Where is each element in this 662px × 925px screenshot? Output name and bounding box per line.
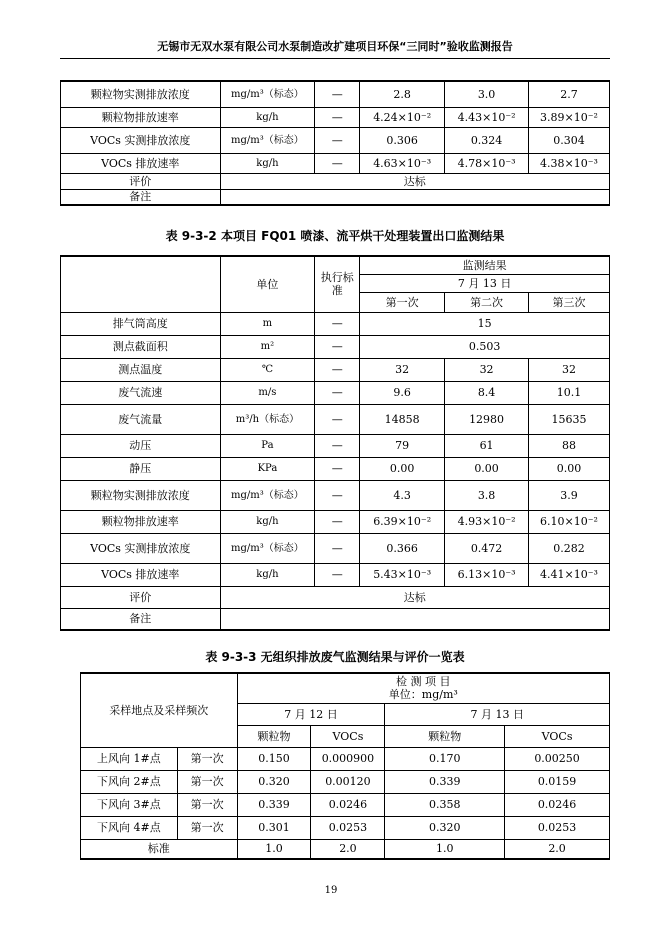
row-label: 备注 [61,189,221,205]
standard-cell: — [315,358,360,381]
table-row [61,127,610,153]
row-value [220,189,609,205]
standard-cell: — [315,81,360,107]
value-cell: 4.43×10⁻² [445,107,529,127]
value-cell: 4.3 [360,480,445,510]
standard-cell: — [315,533,360,563]
standard-cell: — [315,335,360,358]
unit-cell: Pa [220,434,315,457]
table-row [61,510,610,533]
value-cell: 0.00 [529,457,610,480]
value-cell: 0.000900 [311,747,385,770]
item-cell: 排气筒高度 [61,312,221,335]
value-cell: 4.24×10⁻² [360,107,445,127]
value-cell: 2.0 [311,839,385,859]
value-cell: 0.366 [360,533,445,563]
value-cell: 5.43×10⁻³ [360,563,445,586]
row-label: 备注 [61,608,221,630]
value-cell: 15635 [529,404,610,434]
unit-cell: kg/h [220,510,315,533]
value-cell: 4.78×10⁻³ [445,153,529,173]
value-cell: 0.00120 [311,770,385,793]
row-value: 达标 [220,586,609,608]
item-cell: 静压 [61,457,221,480]
unit-cell: m/s [220,381,315,404]
site-cell: 下风向 3#点 [81,793,178,816]
value-cell: 3.0 [445,81,529,107]
table-row [61,381,610,404]
item-cell: 颗粒物排放速率 [61,510,221,533]
fq01-outlet-table [60,255,610,631]
header-particulate-2: 颗粒物 [385,725,505,747]
header-test-items-label: 检 测 项 目 [396,675,451,689]
value-cell: 0.00 [445,457,529,480]
value-cell: 4.63×10⁻³ [360,153,445,173]
value-cell: 10.1 [529,381,610,404]
value-cell: 1.0 [237,839,311,859]
value-cell: 0.0246 [311,793,385,816]
value-cell: 0.150 [237,747,311,770]
report-header: 无锡市无双水泵有限公司水泵制造改扩建项目环保“三同时”验收监测报告 [157,40,513,53]
value-cell: 0.0159 [505,770,610,793]
value-cell: 9.6 [360,381,445,404]
header-rule [60,58,610,59]
standard-cell: — [315,480,360,510]
header-results: 监测结果 [360,256,610,274]
standard-row [81,839,610,859]
table-row [61,457,610,480]
table-row [81,747,610,770]
value-cell: 32 [360,358,445,381]
header-first: 第一次 [360,292,445,312]
header-third: 第三次 [529,292,610,312]
unit-cell: mg/m³（标态） [220,81,315,107]
table-9-3-2-caption: 表 9-3-2 本项目 FQ01 喷漆、流平烘干处理装置出口监测结果 [165,229,505,243]
value-cell: 0.320 [237,770,311,793]
table-row [61,533,610,563]
unit-cell: mg/m³（标态） [220,480,315,510]
item-cell: VOCs 实测排放浓度 [61,127,221,153]
frequency-cell: 第一次 [177,816,237,839]
value-cell: 14858 [360,404,445,434]
value-cell: 12980 [445,404,529,434]
value-cell: 0.358 [385,793,505,816]
value-cell: 0.00250 [505,747,610,770]
header-test-items [237,673,609,703]
item-cell: VOCs 排放速率 [61,563,221,586]
frequency-cell: 第一次 [177,747,237,770]
site-cell: 下风向 4#点 [81,816,178,839]
table-row [81,816,610,839]
table-row [61,312,610,335]
value-cell: 1.0 [385,839,505,859]
value-cell: 6.39×10⁻² [360,510,445,533]
standard-cell: — [315,107,360,127]
value-cell: 32 [529,358,610,381]
value-cell: 0.306 [360,127,445,153]
header-date-1: 7 月 12 日 [237,703,385,725]
value-cell: 8.4 [445,381,529,404]
table-row [61,563,610,586]
header-standard: 执行标准 [315,256,360,312]
item-cell: 颗粒物实测排放浓度 [61,81,221,107]
table-9-3-3-caption: 表 9-3-3 无组织排放废气监测结果与评价一览表 [205,650,465,664]
header-date: 7 月 13 日 [360,274,610,292]
header-date-2: 7 月 13 日 [385,703,610,725]
standard-cell: — [315,563,360,586]
remarks-row [61,608,610,630]
value-cell: 0.0253 [311,816,385,839]
standard-label: 标准 [81,839,238,859]
fugitive-emission-table [80,672,610,860]
value-cell: 0.0246 [505,793,610,816]
value-cell: 3.8 [445,480,529,510]
row-label: 评价 [61,173,221,189]
standard-cell: — [315,404,360,434]
value-cell: 3.9 [529,480,610,510]
site-cell: 下风向 2#点 [81,770,178,793]
item-cell: 颗粒物实测排放浓度 [61,480,221,510]
evaluation-row [61,173,610,189]
value-cell: 0.339 [237,793,311,816]
item-cell: VOCs 实测排放浓度 [61,533,221,563]
value-cell: 32 [445,358,529,381]
row-label: 评价 [61,586,221,608]
value-cell: 0.320 [385,816,505,839]
table-row [61,404,610,434]
page-number: 19 [324,885,338,896]
header-unit-label: 单位：mg/m³ [388,688,458,702]
merged-value-cell: 15 [360,312,610,335]
merged-value-cell: 0.503 [360,335,610,358]
unit-cell: m² [220,335,315,358]
standard-cell: — [315,434,360,457]
table-row [61,107,610,127]
item-cell: VOCs 排放速率 [61,153,221,173]
value-cell: 4.93×10⁻² [445,510,529,533]
value-cell: 0.324 [445,127,529,153]
value-cell: 2.7 [529,81,610,107]
unit-cell: mg/m³（标态） [220,533,315,563]
value-cell: 79 [360,434,445,457]
value-cell: 0.170 [385,747,505,770]
value-cell: 3.89×10⁻² [529,107,610,127]
unit-cell: m³/h（标态） [220,404,315,434]
table-row [61,335,610,358]
evaluation-row [61,586,610,608]
standard-cell: — [315,153,360,173]
value-cell: 6.13×10⁻³ [445,563,529,586]
value-cell: 4.41×10⁻³ [529,563,610,586]
row-value [220,608,609,630]
table-row [81,770,610,793]
header-second: 第二次 [445,292,529,312]
unit-cell: kg/h [220,563,315,586]
header-site-frequency: 采样地点及采样频次 [81,673,238,747]
table-row [61,358,610,381]
value-cell: 2.8 [360,81,445,107]
table-row [61,81,610,107]
unit-cell: kg/h [220,107,315,127]
remarks-row [61,189,610,205]
value-cell: 0.0253 [505,816,610,839]
unit-cell: ℃ [220,358,315,381]
unit-cell: m [220,312,315,335]
item-cell: 测点温度 [61,358,221,381]
value-cell: 6.10×10⁻² [529,510,610,533]
frequency-cell: 第一次 [177,793,237,816]
unit-cell: mg/m³（标态） [220,127,315,153]
header-vocs-2: VOCs [505,725,610,747]
value-cell: 0.00 [360,457,445,480]
value-cell: 0.304 [529,127,610,153]
site-cell: 上风向 1#点 [81,747,178,770]
item-cell: 废气流速 [61,381,221,404]
header-particulate-1: 颗粒物 [237,725,311,747]
item-cell: 动压 [61,434,221,457]
header-unit: 单位 [220,256,315,312]
unit-cell: KPa [220,457,315,480]
item-cell: 废气流量 [61,404,221,434]
standard-cell: — [315,457,360,480]
header-blank [61,256,221,312]
standard-cell: — [315,312,360,335]
item-cell: 测点截面积 [61,335,221,358]
value-cell: 61 [445,434,529,457]
table-row [61,434,610,457]
value-cell: 0.472 [445,533,529,563]
value-cell: 0.339 [385,770,505,793]
row-value: 达标 [220,173,609,189]
unit-cell: kg/h [220,153,315,173]
value-cell: 0.301 [237,816,311,839]
value-cell: 2.0 [505,839,610,859]
item-cell: 颗粒物排放速率 [61,107,221,127]
value-cell: 0.282 [529,533,610,563]
table-row [61,480,610,510]
table-row [61,153,610,173]
standard-cell: — [315,127,360,153]
value-cell: 88 [529,434,610,457]
standard-cell: — [315,510,360,533]
standard-cell: — [315,381,360,404]
table-row [81,793,610,816]
frequency-cell: 第一次 [177,770,237,793]
header-vocs-1: VOCs [311,725,385,747]
value-cell: 4.38×10⁻³ [529,153,610,173]
emission-table-continued [60,80,610,206]
